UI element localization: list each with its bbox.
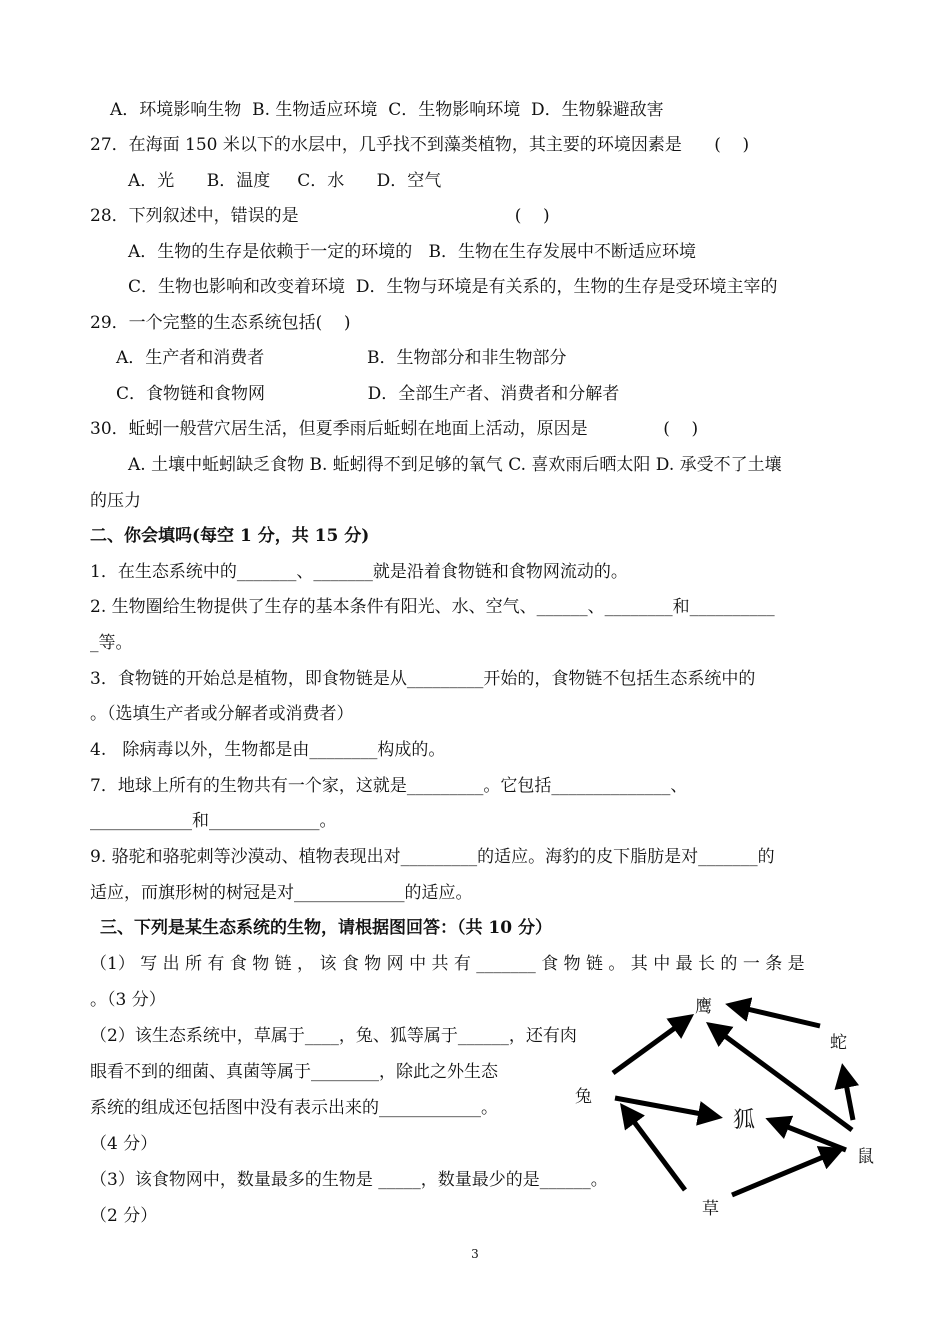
s3-q1-cont: 。（3 分） [90, 990, 166, 1010]
arrow-mouse-to-fox [770, 1120, 846, 1150]
q28-stem: 28．下列叙述中，错误的是 ( ) [90, 206, 550, 226]
node-grass: 草 [702, 1199, 719, 1219]
q30-options: A. 土壤中蚯蚓缺乏食物 B. 蚯蚓得不到足够的氧气 C. 喜欢雨后晒太阳 D. 承受不了土壤 [128, 455, 782, 475]
fill-4: 4. 除病毒以外，生物都是由________构成的。 [90, 740, 446, 760]
fill-2: 2. 生物圈给生物提供了生存的基本条件有阳光、水、空气、______、________和__________ [90, 597, 775, 617]
fill-7-cont: ____________和_____________。 [90, 811, 337, 831]
node-fox: 狐 [733, 1108, 756, 1133]
q28-options-ab: A．生物的生存是依赖于一定的环境的 B．生物在生存发展中不断适应环境 [128, 242, 696, 262]
food-web-arrows [560, 985, 900, 1225]
q29-options-cd: C．食物链和食物网 D．全部生产者、消费者和分解者 [116, 384, 620, 404]
node-rabbit: 兔 [575, 1087, 592, 1107]
food-web-diagram [560, 985, 900, 1225]
q29-stem: 29．一个完整的生态系统包括( ) [90, 313, 351, 333]
s3-q2-score: （4 分） [90, 1134, 158, 1154]
section-2-heading: 二、你会填吗(每空 1 分，共 15 分) [90, 526, 370, 546]
q29-options-ab: A．生产者和消费者 B．生物部分和非生物部分 [116, 348, 567, 368]
s3-q2-cont2: 系统的组成还包括图中没有表示出来的____________。 [90, 1098, 498, 1118]
fill-9-cont: 适应，而旗形树的树冠是对_____________的适应。 [90, 883, 473, 903]
q30-options-cont: 的压力 [90, 491, 141, 511]
s3-q2: （2）该生态系统中，草属于____，兔、狐等属于______，还有肉 [90, 1026, 577, 1046]
fill-7: 7．地球上所有的生物共有一个家，这就是_________。它包括______________、 [90, 776, 688, 796]
fill-3: 3．食物链的开始总是植物，即食物链是从_________开始的，食物链不包括生态系统中的 [90, 669, 756, 689]
node-eagle: 鹰 [695, 997, 712, 1017]
node-mouse: 鼠 [857, 1147, 874, 1167]
q27-options: A．光 B．温度 C．水 D．空气 [128, 171, 442, 191]
s3-q3-score: （2 分） [90, 1206, 158, 1226]
fill-2-cont: _等。 [90, 633, 133, 653]
q30-stem: 30．蚯蚓一般营穴居生活，但夏季雨后蚯蚓在地面上活动，原因是 ( ) [90, 419, 699, 439]
node-snake: 蛇 [830, 1033, 847, 1053]
q27-stem: 27．在海面 150 米以下的水层中，几乎找不到藻类植物，其主要的环境因素是 ( ) [90, 135, 750, 155]
arrow-mouse-to-snake [843, 1068, 853, 1120]
q26-options: A．环境影响生物 B. 生物适应环境 C．生物影响环境 D．生物躲避敌害 [110, 100, 664, 120]
fill-9: 9. 骆驼和骆驼刺等沙漠动、植物表现出对_________的适应。海豹的皮下脂肪是对_______的 [90, 847, 775, 867]
page-number: 3 [471, 1247, 479, 1261]
arrow-snake-to-eagle [730, 1005, 820, 1026]
q28-options-cd: C．生物也影响和改变着环境 D．生物与环境是有关系的，生物的生存是受环境主宰的 [128, 277, 778, 297]
arrow-grass-to-rabbit [623, 1107, 685, 1190]
arrow-rabbit-to-eagle [613, 1017, 690, 1073]
fill-1: 1．在生态系统中的_______、_______就是沿着食物链和食物网流动的。 [90, 562, 628, 582]
s3-q1: （1） 写 出 所 有 食 物 链 ， 该 食 物 网 中 共 有 _______ 食 物 链 。 其 中 最 长 的 一 条 是 [90, 954, 805, 974]
section-3-heading: 三、下列是某生态系统的生物，请根据图回答：（共 10 分） [100, 918, 552, 938]
arrow-grass-to-mouse [732, 1150, 840, 1195]
s3-q2-cont1: 眼看不到的细菌、真菌等属于________，除此之外生态 [90, 1062, 498, 1082]
fill-3-cont: 。（选填生产者或分解者或消费者） [90, 704, 354, 724]
s3-q3: （3）该食物网中，数量最多的生物是 _____，数量最少的是______。 [90, 1170, 608, 1190]
